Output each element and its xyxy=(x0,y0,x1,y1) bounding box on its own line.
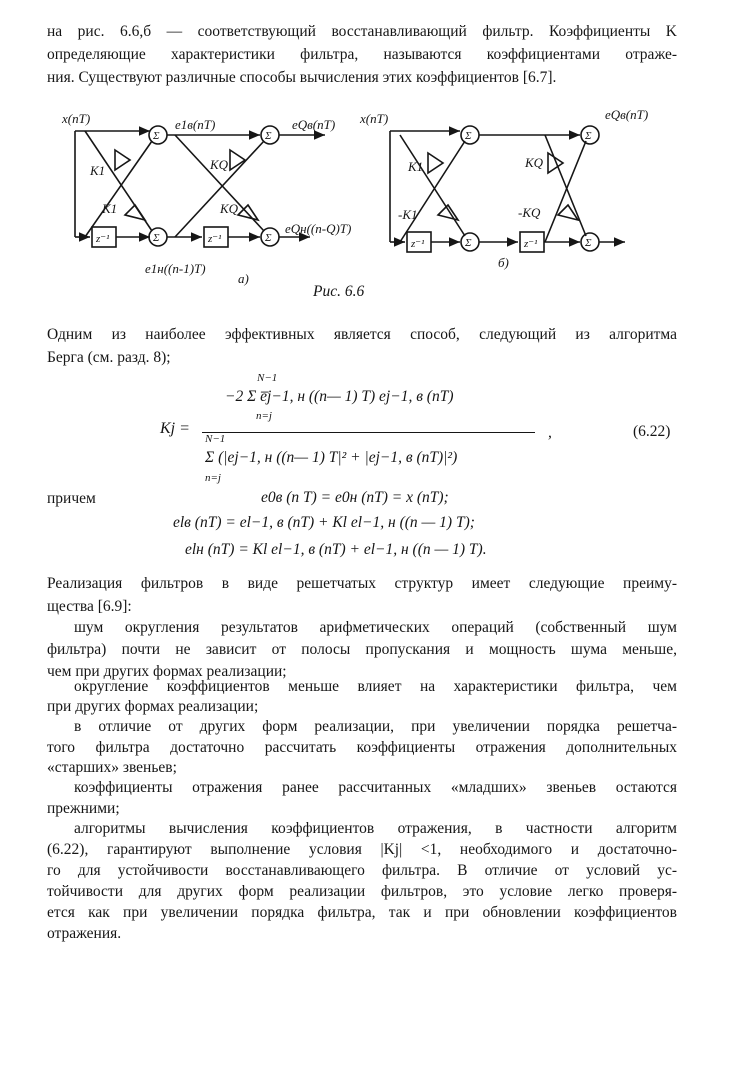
formula-e0: e0в (n T) = e0н (nT) = x (nT); xyxy=(261,489,449,506)
left-e1b-label: e1в(nT) xyxy=(175,117,216,132)
left-kq-top-label: KQ xyxy=(210,157,229,172)
svg-text:Σ: Σ xyxy=(153,232,160,244)
right-k1-bot-label: -K1 xyxy=(398,207,418,222)
left-e1n-label: e1н((n-1)T) xyxy=(145,261,206,276)
formula-numerator: −2 Σ e̅j−1, н ((n— 1) T) ej−1, в (nT) xyxy=(225,388,454,405)
lattice-filter-figure xyxy=(60,105,680,295)
left-gain-kq-top xyxy=(230,150,245,170)
svg-text:Σ: Σ xyxy=(265,130,272,142)
figure-caption: Рис. 6.6 xyxy=(313,283,365,300)
right-gain-kq-top xyxy=(548,153,563,173)
prichem-label: причем xyxy=(47,490,96,507)
berg-line-2: Берга (см. разд. 8); xyxy=(47,349,171,366)
formula-elb: elв (nT) = el−1, в (nT) + Kl el−1, н ((n — 1) T); xyxy=(173,514,475,531)
formula-comma: , xyxy=(548,424,552,441)
svg-text:Σ: Σ xyxy=(585,130,592,142)
list-item-4-line-2: прежними; xyxy=(47,800,120,817)
svg-text:Σ: Σ xyxy=(465,130,472,142)
left-kq-bot-label: KQ xyxy=(220,201,239,216)
intro-line-3: ния. Существуют различные способы вычисления этих коэффициентов [6.7]. xyxy=(47,69,557,86)
left-input-label: x(nT) xyxy=(62,111,91,126)
right-tag: б) xyxy=(498,255,509,270)
intro-line-1: на рис. 6.6,б — соответствующий восстанавливающий фильтр. Коэффициенты K xyxy=(47,23,677,40)
svg-text:Σ: Σ xyxy=(585,237,592,249)
list-item-5-line-6: отражения. xyxy=(47,925,122,942)
den-sum-upper: N−1 xyxy=(205,433,226,445)
equation-number: (6.22) xyxy=(633,423,671,440)
left-eqn-label: eQн((n-Q)T) xyxy=(285,221,352,236)
list-item-3-line-3: «старших» звеньев; xyxy=(47,759,177,776)
berg-line-1: Одним из наиболее эффективных является способ, следующий из алгоритма xyxy=(47,326,677,343)
formula-eln: elн (nT) = Kl el−1, в (nT) + el−1, н ((n — 1) T). xyxy=(185,541,487,558)
list-item-3-line-1: в отличие от других форм реализации, при увеличении порядка решетча- xyxy=(74,718,677,735)
list-item-5-line-1: алгоритмы вычисления коэффициентов отражения, в частности алгоритм xyxy=(74,820,677,837)
left-gain-k1-top xyxy=(115,150,130,170)
list-item-1-line-1: шум округления результатов арифметических операций (собственный шум xyxy=(74,619,677,636)
num-sum-upper: N−1 xyxy=(257,372,278,384)
list-item-5-line-2: (6.22), гарантируют выполнение условия |Kj| <1, необходимого и достаточно- xyxy=(47,841,677,858)
svg-text:Σ: Σ xyxy=(465,237,472,249)
left-gain-k1-bot xyxy=(125,205,145,220)
fraction-bar xyxy=(202,432,535,433)
left-tag: а) xyxy=(238,271,249,286)
left-k1-bot-label: K1 xyxy=(102,201,118,216)
list-item-2-line-2: при других формах реализации; xyxy=(47,698,259,715)
advantages-line-1: Реализация фильтров в виде решетчатых структур имеет следующие преиму- xyxy=(47,575,677,592)
list-item-3-line-2: того фильтра достаточно рассчитать коэффициенты отражения дополнительных xyxy=(47,739,677,756)
list-item-1-line-2: фильтра) почти не зависит от полосы пропускания и мощность шума меньше, xyxy=(47,641,677,658)
list-item-4-line-1: коэффициенты отражения ранее рассчитанных «младших» звеньев остаются xyxy=(74,779,677,796)
svg-text:z⁻¹: z⁻¹ xyxy=(524,238,538,250)
den-sum-lower: n=j xyxy=(205,472,221,484)
right-kq-bot-label: -KQ xyxy=(518,205,541,220)
right-k1-top-label: K1 xyxy=(408,159,424,174)
advantages-line-2: щества [6.9]: xyxy=(47,598,132,615)
right-kq-top-label: KQ xyxy=(525,155,544,170)
formula-lhs: Kj = xyxy=(160,420,190,437)
svg-text:z⁻¹: z⁻¹ xyxy=(208,233,222,245)
intro-line-2: определяющие характеристики фильтра, называются коэффициентами отраже- xyxy=(47,46,677,63)
svg-text:Σ: Σ xyxy=(153,130,160,142)
left-k1-top-label: K1 xyxy=(90,163,106,178)
right-input-label: x(nT) xyxy=(360,111,389,126)
formula-denominator: Σ (|ej−1, н ((n— 1) T|² + |ej−1, в (nT)|²) xyxy=(205,449,458,466)
right-gain-k1-bot xyxy=(438,205,458,220)
list-item-5-line-3: го для устойчивости восстанавливающего фильтра. В отличие от условий ус- xyxy=(47,862,677,879)
list-item-1-line-3: чем при других формах реализации; xyxy=(47,663,287,680)
num-sum-lower: n=j xyxy=(256,410,272,422)
svg-text:z⁻¹: z⁻¹ xyxy=(411,238,425,250)
list-item-5-line-5: ется как при увеличении порядка фильтра, так и при обновлении коэффициентов xyxy=(47,904,677,921)
svg-text:Σ: Σ xyxy=(265,232,272,244)
list-item-2-line-1: округление коэффициентов меньше влияет на характеристики фильтра, чем xyxy=(74,678,677,695)
right-output-label: eQв(nT) xyxy=(605,107,649,122)
right-gain-k1-top xyxy=(428,153,443,173)
left-eqb-label: eQв(nT) xyxy=(292,117,336,132)
svg-text:z⁻¹: z⁻¹ xyxy=(96,233,110,245)
list-item-5-line-4: тойчивости для других форм реализации фильтров, это условие легко проверя- xyxy=(47,883,677,900)
